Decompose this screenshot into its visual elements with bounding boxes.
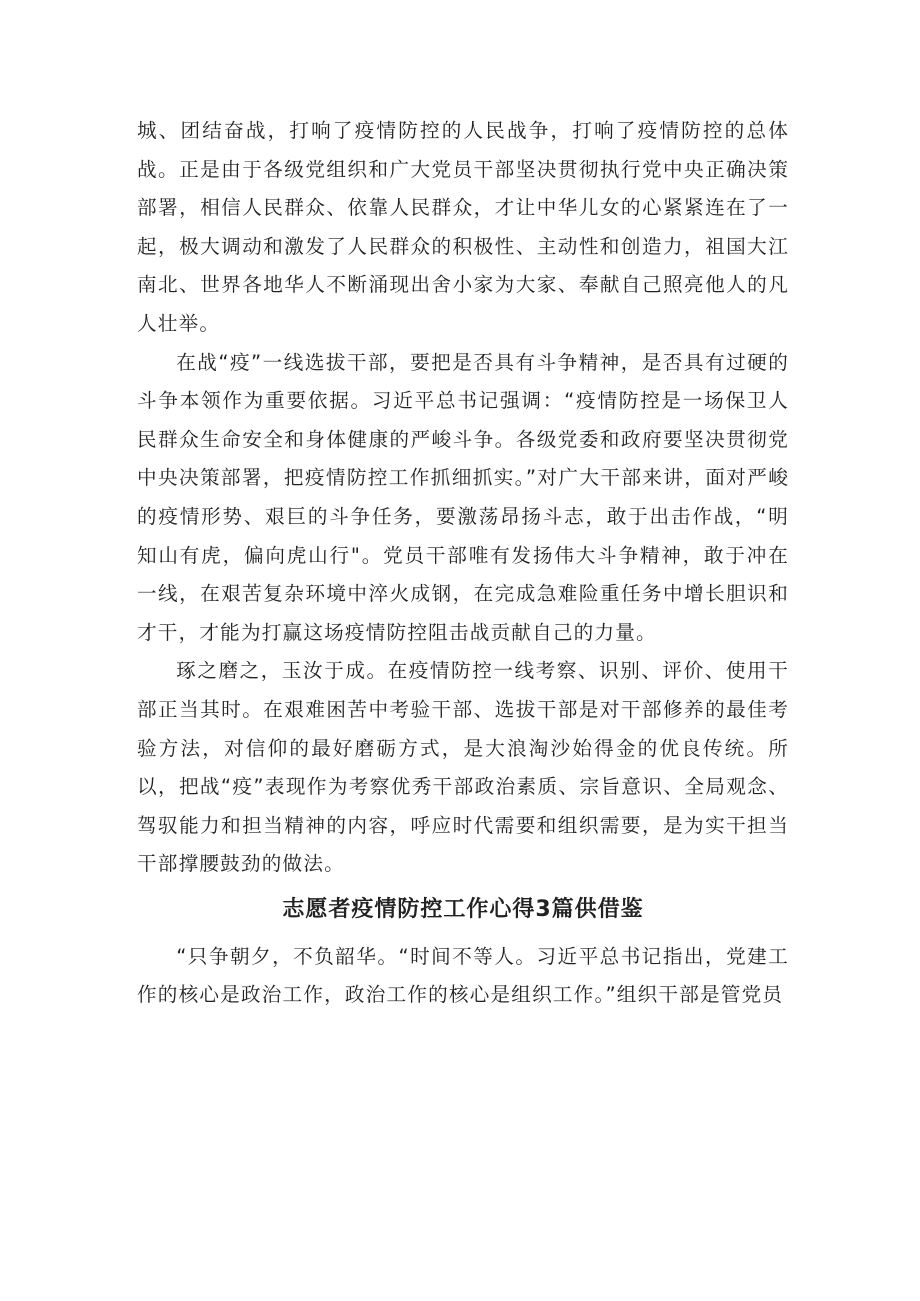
body-paragraph-1: 城、团结奋战，打响了疫情防控的人民战争，打响了疫情防控的总体战。正是由于各级党组织和广大党员干部坚决贯彻执行党中央正确决策部署，相信人民群众、依靠人民群众，才让中华儿女的心紧紧连在了一起，极大调动和激发了人民群众的积极性、主动性和创造力，祖国大江南北、世界各地华人不断涌现出舍小家为大家、奉献自己照亮他人的凡人壮举。 [137, 119, 789, 335]
document-page [137, 112, 789, 1015]
section-title: 志愿者疫情防控工作心得3篇供借鉴 [282, 896, 644, 922]
body-paragraph-4: “只争朝夕，不负韶华。“时间不等人。习近平总书记指出，党建工作的核心是政治工作，政治工作的核心是组织工作。”组织干部是管党员 [137, 944, 789, 1007]
body-paragraph-2: 在战“疫”一线选拔干部，要把是否具有斗争精神，是否具有过硬的斗争本领作为重要依据。习近平总书记强调：“疫情防控是一场保卫人民群众生命安全和身体健康的严峻斗争。各级党委和政府要坚决贯彻党中央决策部署，把疫情防控工作抓细抓实。”对广大干部来讲，面对严峻的疫情形势、艰巨的斗争任务，要激荡昂扬斗志，敢于出击作战，“明知山有虎，偏向虎山行"。党员干部唯有发扬伟大斗争精神，敢于冲在一线，在艰苦复杂环境中淬火成钢，在完成急难险重任务中增长胆识和才干，才能为打赢这场疫情防控阻击战贡献自己的力量。 [137, 350, 789, 644]
body-paragraph-3: 琢之磨之，玉汝于成。在疫情防控一线考察、识别、评价、使用干部正当其时。在艰难困苦中考验干部、选拔干部是对干部修养的最佳考验方法，对信仰的最好磨砺方式，是大浪淘沙始得金的优良传统。所以，把战“疫”表现作为考察优秀干部政治素质、宗旨意识、全局观念、驾驭能力和担当精神的内容，呼应时代需要和组织需要，是为实干担当干部撑腰鼓劲的做法。 [137, 659, 789, 876]
